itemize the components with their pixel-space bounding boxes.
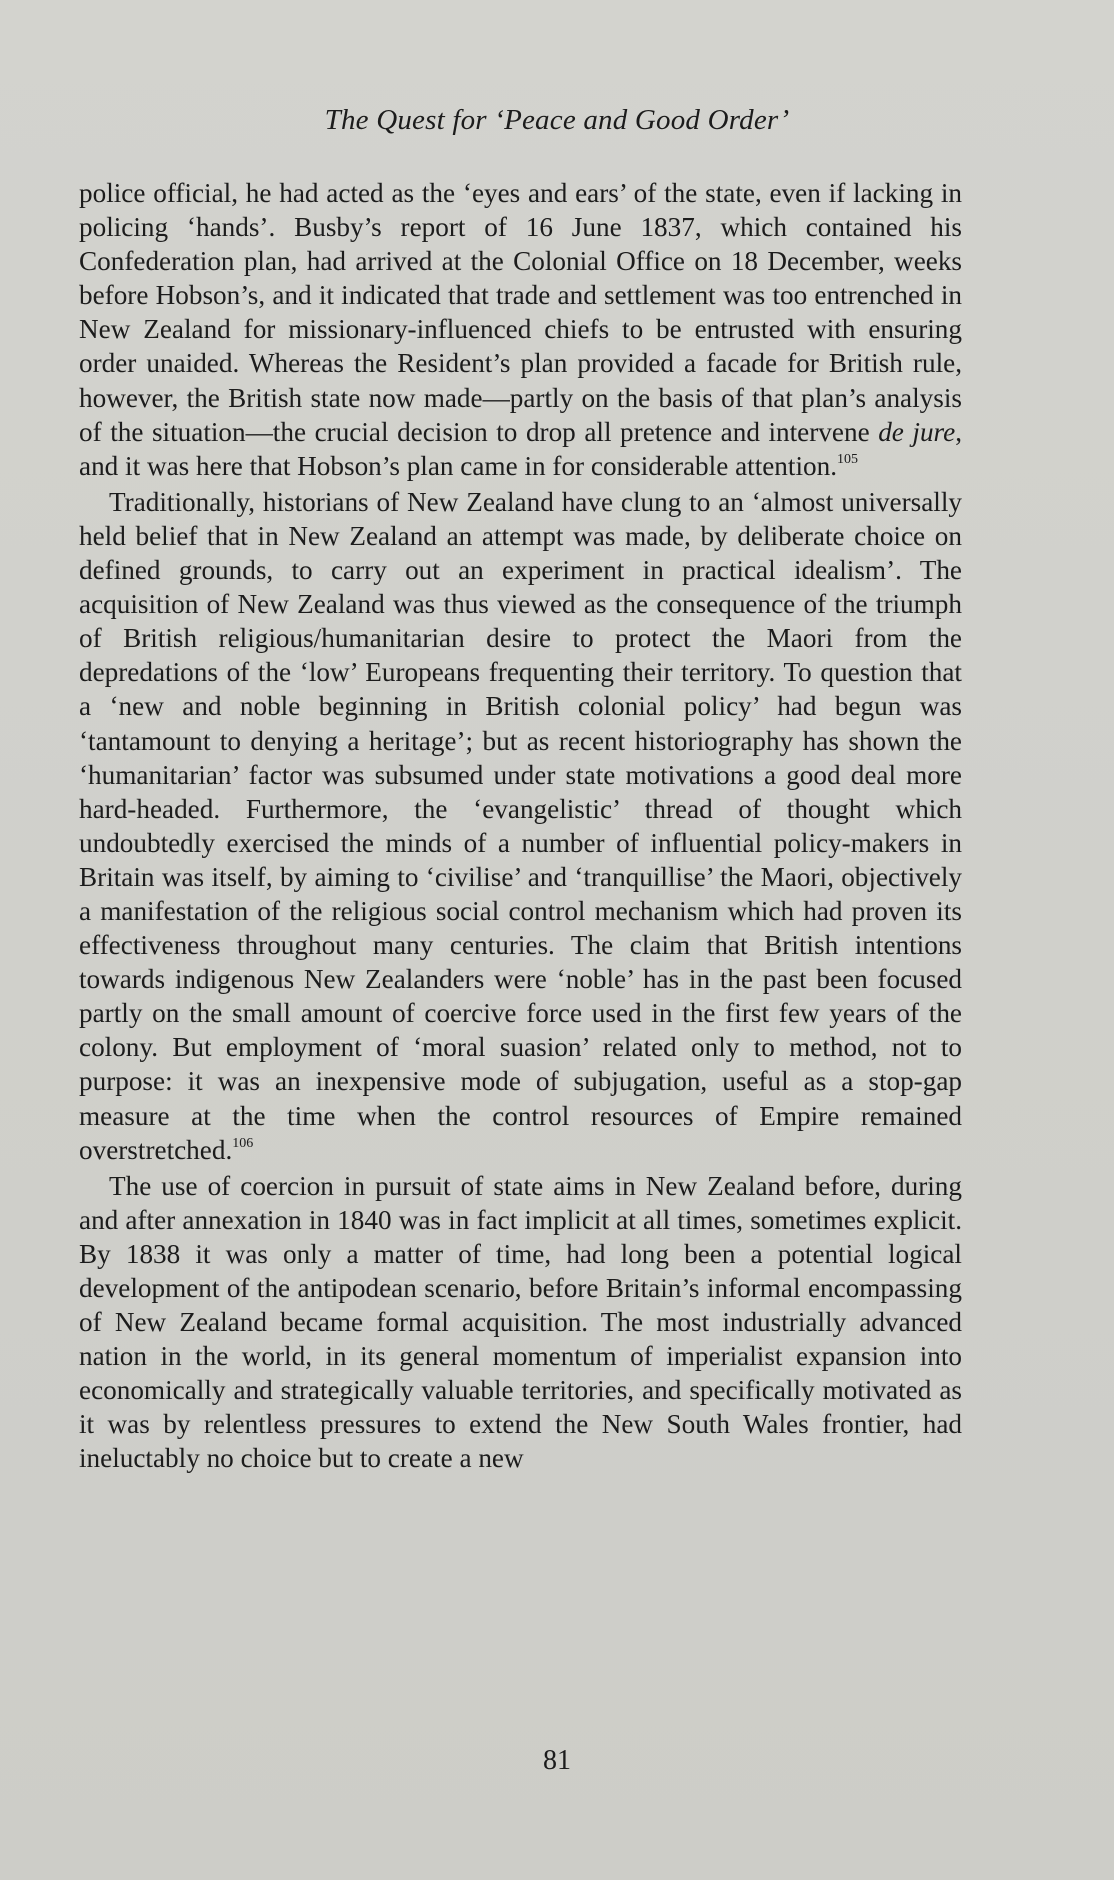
running-head: The Quest for ‘Peace and Good Order’ — [324, 104, 790, 136]
page-number: 81 — [543, 1745, 571, 1776]
body-text — [79, 176, 962, 1476]
paragraph-1 — [79, 176, 962, 483]
paragraph-1-text: police official, he had acted as the ‘eyes and ears’ of the state, even if lacking in policing ‘hands’. Busby’s report of 16 June 1837, which contained his Confederation plan, had arrived at the Colonial Office on 18 December, weeks before Hobson’s, and it indicated that trade and settlement was too entrenched in New Zealand for missionary-influenced chiefs to be entrusted with ensuring order unaided. Whereas the Resident’s plan provided a facade for British rule, however, the British state now made—partly on the basis of that plan’s analysis of the situation—the crucial decision to drop all pretence and intervene — [79, 178, 962, 447]
paragraph-3-text: The use of coercion in pursuit of state aims in New Zealand before, during and after annexation in 1840 was in fact implicit at all times, sometimes explicit. By 1838 it was only a matter of time, had long been a potential logical development of the antipodean scenario, before Britain’s informal encompassing of New Zealand became formal acquisition. The most industrially advanced nation in the world, in its general momentum of imperialist expansion into economically and strategically valuable territories, and specifically motivated as it was by relentless pressures to extend the New South Wales frontier, had ineluctably no choice but to create a new — [79, 1170, 962, 1474]
paragraph-2-text: Traditionally, historians of New Zealand have clung to an ‘almost universally held belief that in New Zealand an attempt was made, by deliberate choice on defined grounds, to carry out an experiment in practical idealism’. The acquisition of New Zealand was thus viewed as the consequence of the triumph of British religious/humanitarian desire to protect the Maori from the depredations of the ‘low’ Europeans frequenting their territory. To question that a ‘new and noble beginning in British colonial policy’ had begun was ‘tantamount to denying a heritage’; but as recent historiography has shown the ‘humanitarian’ factor was subsumed under state motivations a good deal more hard-headed. Furthermore, the ‘evangelistic’ thread of thought which undoubtedly exercised the minds of a number of influential policy-makers in Britain was itself, by aiming to ‘civilise’ and ‘tranquillise’ the Maori, objectively a manifestation of the religious social control mechanism which had proven its effectiveness throughout many centuries. The claim that British intentions towards indigenous New Zealanders were ‘noble’ has in the past been focused partly on the small amount of coercive force used in the first few years of the colony. But employment of ‘moral suasion’ related only to method, not to purpose: it was an inexpensive mode of subjugation, useful as a stop-gap measure at the time when the control resources of Empire remained overstretched. — [79, 486, 962, 1165]
paragraph-1-italic: de jure — [878, 416, 956, 447]
footnote-marker-106: 106 — [232, 1135, 254, 1151]
paragraph-1-text-after: , and it was here that Hobson’s plan came in for considerable attention. — [79, 416, 962, 481]
footnote-marker-105: 105 — [837, 451, 858, 467]
paragraph-3 — [79, 1169, 962, 1476]
paragraph-2 — [79, 485, 962, 1167]
